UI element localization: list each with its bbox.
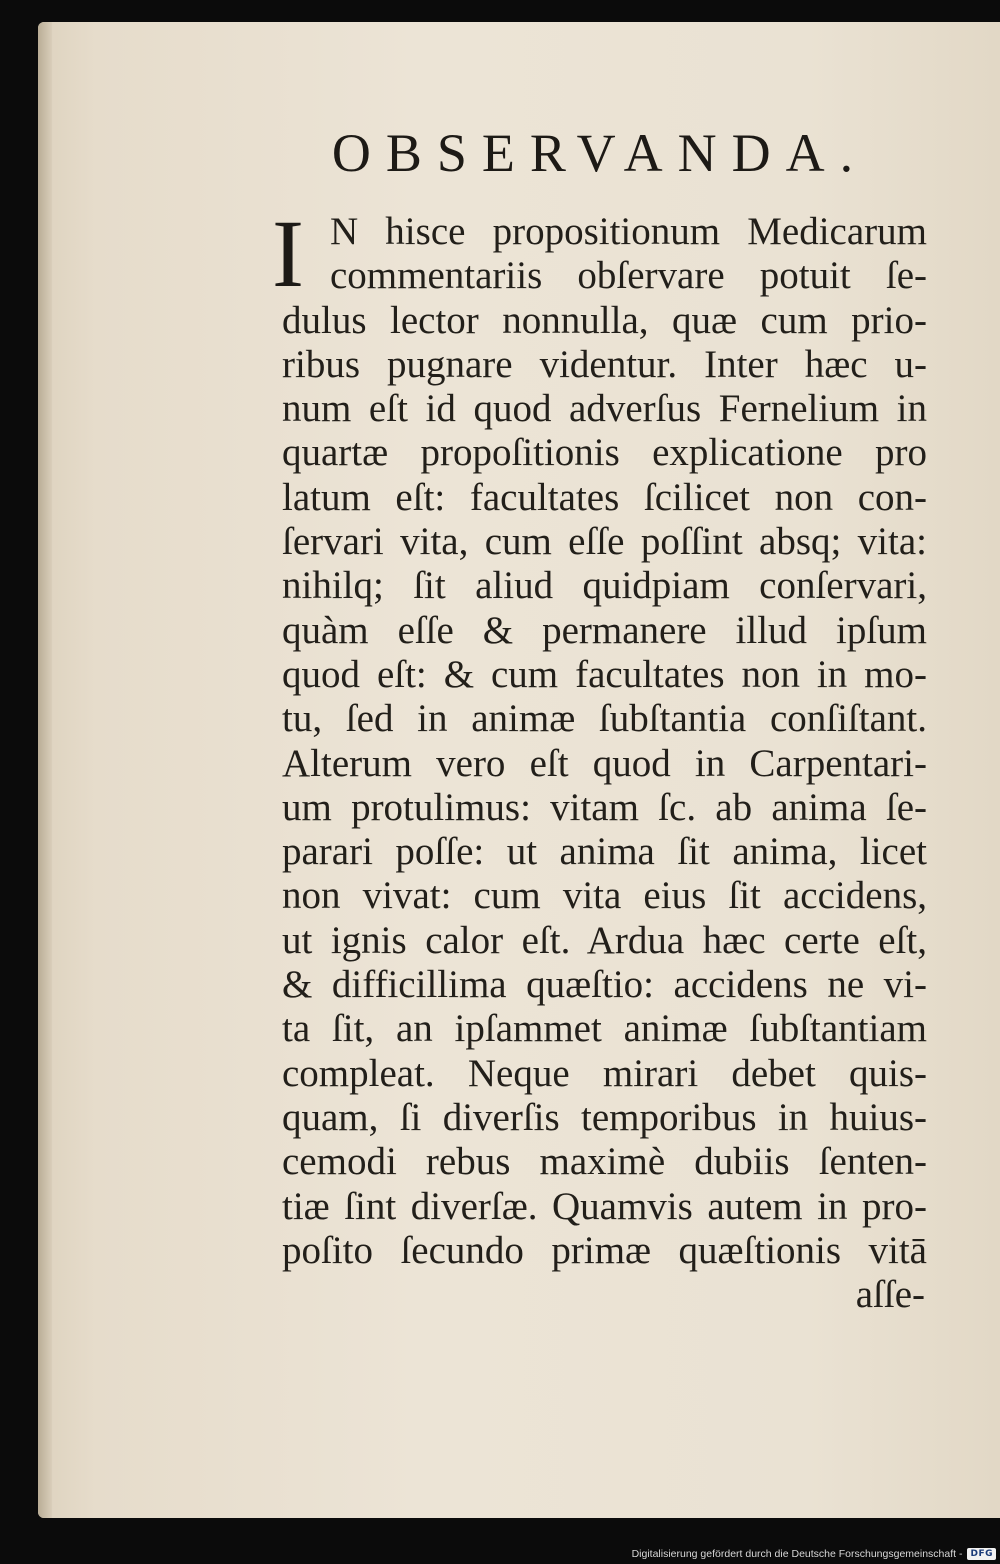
digitization-credit	[632, 1548, 996, 1560]
text-line: nihilq; ſit aliud quidpiam conſervari,	[282, 564, 927, 608]
text-line: N hisce propositionum Medicarum	[330, 210, 927, 253]
text-line: num eſt id quod adverſus Fernelium in	[282, 387, 927, 431]
text-line: tu, ſed in animæ ſubſtantia conſiſtant.	[282, 697, 927, 741]
text-line: um protulimus: vitam ſc. ab anima ſe-	[282, 785, 927, 829]
credit-text: Digitalisierung gefördert durch die Deutsche Forschungsgemeinschaft -	[631, 1548, 963, 1560]
text-line: cemodi rebus maximè dubiis ſenten-	[282, 1140, 927, 1184]
text-line: quod eſt: & cum facultates non in mo-	[282, 652, 927, 696]
body-text	[282, 210, 927, 1317]
text-line: commentariis obſervare potuit ſe-	[330, 254, 927, 298]
catchword: aſſe-	[855, 1273, 925, 1317]
text-line: ut ignis calor eſt. Ardua hæc certe eſt,	[282, 918, 927, 962]
text-line: Alterum vero eſt quod in Carpentari-	[282, 741, 927, 785]
page-edge	[38, 22, 52, 1518]
text-line: quàm eſſe & permanere illud ipſum	[282, 608, 927, 652]
text-line: latum eſt: facultates ſcilicet non con-	[282, 475, 927, 519]
page-title: OBSERVANDA.	[331, 123, 869, 183]
text-line: & difficillima quæſtio: accidens ne vi-	[282, 963, 927, 1007]
text-line: ribus pugnare videntur. Inter hæc u-	[282, 342, 927, 386]
text-line: non vivat: cum vita eius ſit accidens,	[282, 874, 927, 918]
text-line: parari poſſe: ut anima ſit anima, licet	[282, 830, 927, 874]
text-line: poſito ſecundo primæ quæſtionis vitā	[282, 1228, 927, 1272]
text-line: compleat. Neque mirari debet quis-	[282, 1051, 927, 1095]
text-line: quartæ propoſitionis explicatione pro	[282, 431, 927, 475]
dfg-logo: DFG	[967, 1548, 996, 1560]
text-line: ta ſit, an ipſammet animæ ſubſtantiam	[282, 1007, 927, 1051]
text-line: tiæ ſint diverſæ. Quamvis autem in pro-	[282, 1184, 927, 1228]
drop-capital: I	[272, 200, 304, 307]
text-line: quam, ſi diverſis temporibus in huius-	[282, 1095, 927, 1139]
text-line: ſervari vita, cum eſſe poſſint absq; vita:	[282, 520, 927, 564]
text-line: dulus lector nonnulla, quæ cum prio-	[282, 298, 927, 342]
